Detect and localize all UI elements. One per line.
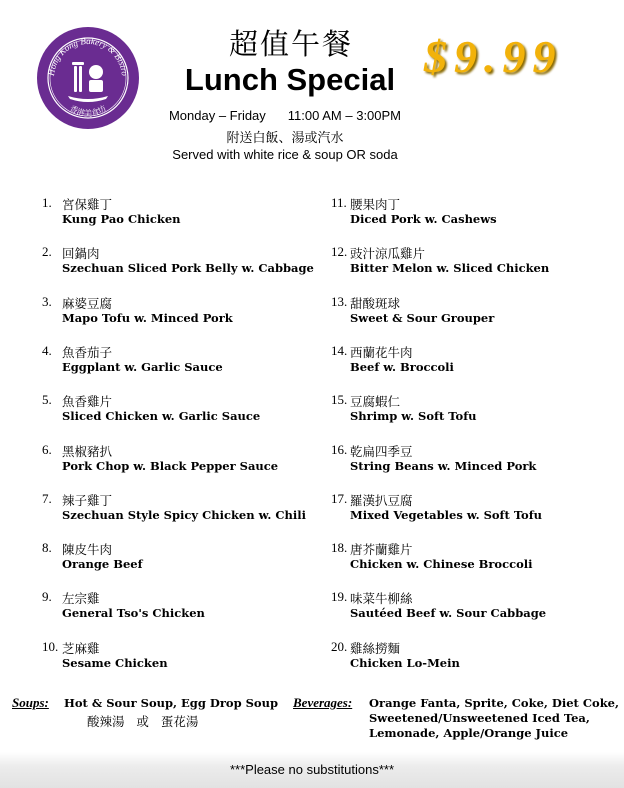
menu-item-english-name: Sweet & Sour Grouper <box>350 311 495 325</box>
menu-item-number: 7. <box>42 491 52 506</box>
menu-item-english-name: General Tso's Chicken <box>62 606 205 620</box>
menu-item-english-name: Sesame Chicken <box>62 656 168 670</box>
menu-item-english-name: Eggplant w. Garlic Sauce <box>62 360 223 374</box>
menu-item-chinese-name: 乾扁四季豆 <box>350 444 413 459</box>
served-with-english: Served with white rice & soup OR soda <box>172 147 398 162</box>
menu-item <box>42 639 322 679</box>
menu-item-number: 4. <box>42 343 52 358</box>
title-chinese: 超值午餐 <box>228 27 353 61</box>
menu-item-chinese-name: 芝麻雞 <box>62 641 100 656</box>
menu-item-english-name: Diced Pork w. Cashews <box>350 212 497 226</box>
price-tag: $9.99 <box>424 31 563 82</box>
menu-item-english-name: Szechuan Sliced Pork Belly w. Cabbage <box>62 261 314 275</box>
menu-item-number: 18. <box>331 540 348 555</box>
menu-item <box>331 540 611 580</box>
menu-item-chinese-name: 黑椒豬扒 <box>62 444 113 459</box>
menu-item-number: 16. <box>331 442 348 457</box>
menu-item-chinese-name: 豉汁涼瓜雞片 <box>350 246 426 261</box>
menu-item <box>42 294 322 334</box>
logo-text-cn: 香港美食坊 <box>68 103 108 118</box>
menu-item-number: 20. <box>331 639 348 654</box>
menu-item-english-name: Shrimp w. Soft Tofu <box>350 409 477 423</box>
menu-item-english-name: Sautéed Beef w. Sour Cabbage <box>350 606 547 620</box>
menu-item-number: 10. <box>42 639 59 654</box>
menu-item-chinese-name: 腰果肉丁 <box>350 197 401 212</box>
beverages-line: Lemonade, Apple/Orange Juice <box>369 726 569 740</box>
menu-item <box>42 442 322 482</box>
menu-item-number: 5. <box>42 392 52 407</box>
hours-line <box>150 108 420 123</box>
menu-item <box>42 491 322 531</box>
menu-item-number: 9. <box>42 589 52 604</box>
menu-item-chinese-name: 左宗雞 <box>62 591 100 606</box>
menu-item <box>42 392 322 432</box>
menu-item-english-name: Pork Chop w. Black Pepper Sauce <box>62 459 279 473</box>
menu-item-number: 12. <box>331 244 348 259</box>
menu-item <box>331 392 611 432</box>
menu-item <box>331 195 611 235</box>
menu-item <box>331 294 611 334</box>
menu-item-number: 13. <box>331 294 348 309</box>
menu-item-english-name: Chicken Lo-Mein <box>350 656 460 670</box>
menu-item-number: 2. <box>42 244 52 259</box>
page-title: Lunch Special <box>184 62 396 97</box>
menu-item-english-name: Mixed Vegetables w. Soft Tofu <box>350 508 543 522</box>
menu-item-english-name: Szechuan Style Spicy Chicken w. Chili <box>62 508 306 522</box>
menu-item-chinese-name: 豆腐蝦仁 <box>350 394 401 409</box>
soups-chinese: 酸辣湯 或 蛋花湯 <box>87 714 199 729</box>
menu-item-number: 8. <box>42 540 52 555</box>
menu-item-english-name: Orange Beef <box>62 557 143 571</box>
restaurant-logo <box>36 26 140 130</box>
menu-item-chinese-name: 甜酸斑球 <box>350 296 401 311</box>
menu-item <box>42 343 322 383</box>
beverages-line: Sweetened/Unsweetened Iced Tea, <box>369 711 590 725</box>
menu-item <box>42 244 322 284</box>
menu-item <box>42 540 322 580</box>
menu-item-chinese-name: 羅漢扒豆腐 <box>350 493 413 508</box>
menu-item-chinese-name: 魚香茄子 <box>62 345 113 360</box>
served-with-chinese: 附送白飯、湯或汽水 <box>226 131 344 146</box>
menu-item-english-name: Chicken w. Chinese Broccoli <box>350 557 533 571</box>
menu-item-english-name: String Beans w. Minced Pork <box>350 459 537 473</box>
menu-item-number: 11. <box>331 195 347 210</box>
menu-item-english-name: Sliced Chicken w. Garlic Sauce <box>62 409 261 423</box>
menu-item-chinese-name: 唐芥蘭雞片 <box>350 542 413 557</box>
menu-item-number: 3. <box>42 294 52 309</box>
menu-item-chinese-name: 宮保雞丁 <box>62 197 113 212</box>
menu-item-number: 17. <box>331 491 348 506</box>
soups-text: Hot & Sour Soup, Egg Drop Soup <box>64 696 278 710</box>
menu-item <box>331 491 611 531</box>
menu-item <box>331 343 611 383</box>
menu-item-chinese-name: 味菜牛柳絲 <box>350 591 413 606</box>
menu-item <box>331 589 611 629</box>
menu-item <box>42 195 322 235</box>
menu-item-english-name: Mapo Tofu w. Minced Pork <box>62 311 233 325</box>
menu-item-chinese-name: 麻婆豆腐 <box>62 296 113 311</box>
menu-item-number: 14. <box>331 343 348 358</box>
menu-item-number: 1. <box>42 195 52 210</box>
menu-item-english-name: Beef w. Broccoli <box>350 360 454 374</box>
days-text: Monday – Friday <box>168 108 266 123</box>
menu-item-number: 6. <box>42 442 52 457</box>
menu-item-chinese-name: 西蘭花牛肉 <box>350 345 413 360</box>
menu-item-chinese-name: 辣子雞丁 <box>62 493 113 508</box>
menu-item-chinese-name: 雞絲撈麵 <box>350 641 401 656</box>
logo-text: Hong Kong Bakery & Bistro <box>45 35 130 77</box>
menu-item <box>331 442 611 482</box>
menu-item-chinese-name: 魚香雞片 <box>62 394 113 409</box>
menu-item-number: 19. <box>331 589 348 604</box>
menu-item <box>42 589 322 629</box>
menu-item-english-name: Bitter Melon w. Sliced Chicken <box>350 261 550 275</box>
menu-item-chinese-name: 回鍋肉 <box>62 246 100 261</box>
beverages-label: Beverages: <box>293 695 353 710</box>
menu-item <box>331 639 611 679</box>
menu-item-number: 15. <box>331 392 348 407</box>
menu-item-english-name: Kung Pao Chicken <box>62 212 181 226</box>
beverages-line: Orange Fanta, Sprite, Coke, Diet Coke, <box>369 696 619 710</box>
menu-item-chinese-name: 陳皮牛肉 <box>62 542 113 557</box>
soups-label: Soups: <box>12 695 49 710</box>
menu-item <box>331 244 611 284</box>
time-text: 11:00 AM – 3:00PM <box>287 108 402 123</box>
substitution-notice: ***Please no substitutions*** <box>229 762 395 777</box>
